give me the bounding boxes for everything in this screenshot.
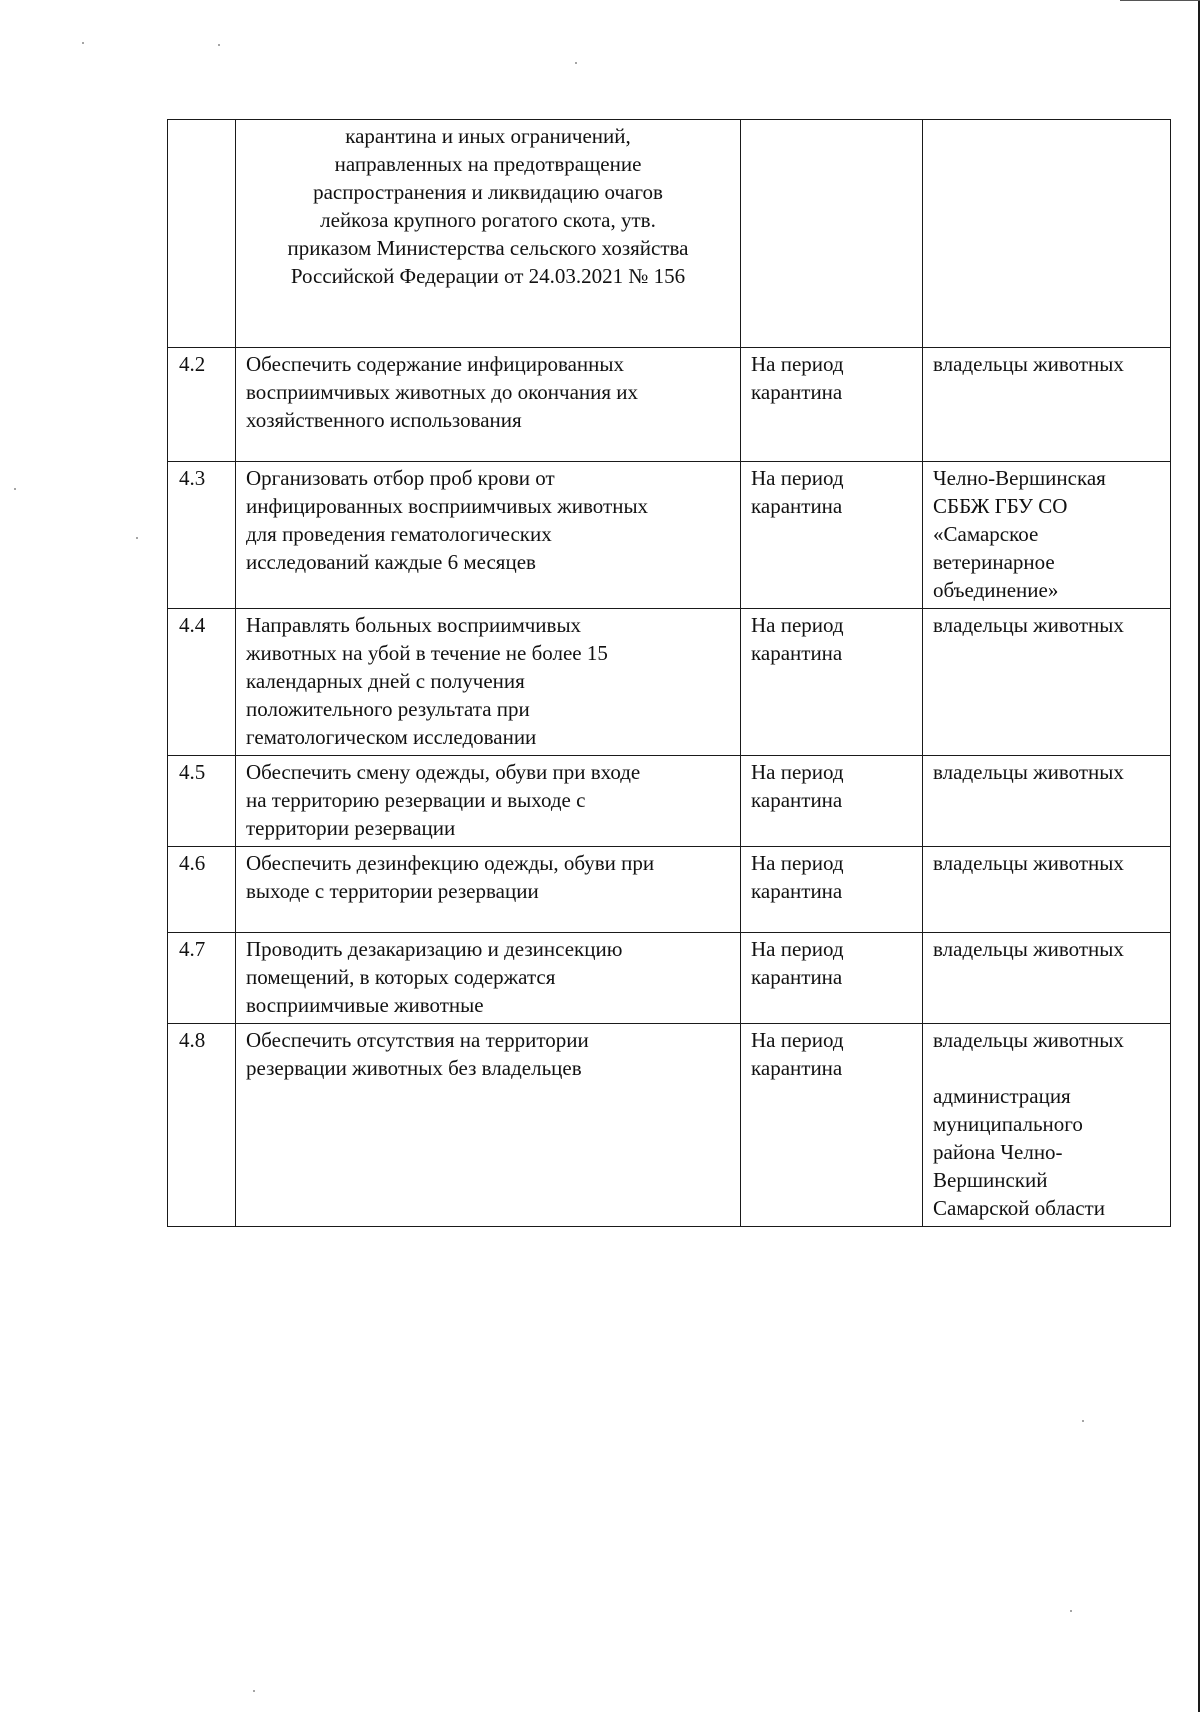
responsible-text: администрация <box>933 1084 1071 1108</box>
row-number: 4.3 <box>168 462 236 609</box>
responsible-text: СББЖ ГБУ СО <box>933 494 1068 518</box>
responsible-text: ветеринарное <box>933 550 1055 574</box>
responsible-text: владельцы животных <box>933 352 1124 376</box>
responsible-text: Челно-Вершинская <box>933 466 1106 490</box>
responsible-text: Самарской области <box>933 1196 1105 1220</box>
table-row-continuation <box>168 120 1171 348</box>
measure-text: Направлять больных восприимчивых <box>246 613 582 637</box>
measure-text: приказом Министерства сельского хозяйства <box>287 236 689 260</box>
term-text: карантина <box>751 788 843 812</box>
measure-text: Организовать отбор проб крови от <box>246 466 555 490</box>
table-row <box>168 847 1171 933</box>
term-cell <box>741 1024 923 1227</box>
responsible-text: Вершинский <box>933 1168 1048 1192</box>
table-row <box>168 348 1171 462</box>
measure-text: Обеспечить содержание инфицированных <box>246 352 625 376</box>
term-text: На период <box>751 1028 844 1052</box>
responsible-cell <box>923 609 1171 756</box>
measure-text: резервации животных без владельцев <box>246 1056 582 1080</box>
measure-text: для проведения гематологических <box>246 522 552 546</box>
responsible-text: владельцы животных <box>933 760 1124 784</box>
measure-text: Обеспечить отсутствия на территории <box>246 1028 589 1052</box>
term-text: карантина <box>751 641 843 665</box>
table-row <box>168 609 1171 756</box>
term-text: На период <box>751 613 844 637</box>
term-cell <box>741 609 923 756</box>
term-cell <box>741 120 923 348</box>
measure-cell <box>236 933 741 1024</box>
measure-text: карантина и иных ограничений, <box>345 124 631 148</box>
table-row <box>168 1024 1171 1227</box>
measure-cell <box>236 120 741 348</box>
responsible-cell <box>923 348 1171 462</box>
term-text: На период <box>751 760 844 784</box>
term-text: На период <box>751 352 844 376</box>
term-text: На период <box>751 466 844 490</box>
measure-text: гематологическом исследовании <box>246 725 537 749</box>
measure-text: хозяйственного использования <box>246 408 522 432</box>
responsible-text: муниципального <box>933 1112 1083 1136</box>
measure-cell <box>236 847 741 933</box>
term-text: На период <box>751 851 844 875</box>
measure-text: животных на убой в течение не более 15 <box>246 641 608 665</box>
measures-table <box>167 119 1171 1227</box>
term-text: карантина <box>751 879 843 903</box>
row-number: 4.8 <box>168 1024 236 1227</box>
measure-text: Российской Федерации от 24.03.2021 № 156 <box>290 264 686 288</box>
measure-cell <box>236 756 741 847</box>
measure-cell <box>236 1024 741 1227</box>
measure-text: положительного результата при <box>246 697 530 721</box>
scan-speck <box>1070 1610 1072 1612</box>
row-number: 4.2 <box>168 348 236 462</box>
scan-speck <box>575 62 577 64</box>
table-row <box>168 462 1171 609</box>
table-row <box>168 756 1171 847</box>
responsible-cell <box>923 120 1171 348</box>
term-text: карантина <box>751 965 843 989</box>
term-text: карантина <box>751 494 843 518</box>
scan-speck <box>1082 1420 1084 1422</box>
measure-text: восприимчивые животные <box>246 993 484 1017</box>
row-number: 4.6 <box>168 847 236 933</box>
measure-text: исследований каждые 6 месяцев <box>246 550 536 574</box>
term-text: На период <box>751 937 844 961</box>
table-row <box>168 933 1171 1024</box>
row-number: 4.4 <box>168 609 236 756</box>
measure-text: на территорию резервации и выходе с <box>246 788 586 812</box>
measure-text: помещений, в которых содержатся <box>246 965 556 989</box>
measure-cell <box>236 462 741 609</box>
term-cell <box>741 348 923 462</box>
row-number-cell <box>168 120 236 348</box>
measure-text: инфицированных восприимчивых животных <box>246 494 649 518</box>
term-cell <box>741 756 923 847</box>
responsible-text: владельцы животных <box>933 613 1124 637</box>
responsible-cell <box>923 847 1171 933</box>
measure-text: направленных на предотвращение <box>334 152 642 176</box>
term-text: карантина <box>751 380 843 404</box>
responsible-text: «Самарское <box>933 522 1039 546</box>
scan-speck <box>253 1690 255 1692</box>
measure-text: выходе с территории резервации <box>246 879 539 903</box>
responsible-text: объединение» <box>933 578 1059 602</box>
responsible-text: владельцы животных <box>933 851 1124 875</box>
responsible-cell <box>923 462 1171 609</box>
measure-text: Обеспечить смену одежды, обуви при входе <box>246 760 641 784</box>
scan-speck <box>218 44 220 46</box>
term-cell <box>741 462 923 609</box>
responsible-cell <box>923 933 1171 1024</box>
term-cell <box>741 933 923 1024</box>
responsible-text: владельцы животных <box>933 1028 1124 1052</box>
spacer <box>933 1054 1160 1082</box>
measure-text: распространения и ликвидацию очагов <box>313 180 663 204</box>
row-number: 4.7 <box>168 933 236 1024</box>
measure-cell <box>236 348 741 462</box>
measure-text: календарных дней с получения <box>246 669 525 693</box>
term-cell <box>741 847 923 933</box>
measure-text: территории резервации <box>246 816 456 840</box>
measure-text: лейкоза крупного рогатого скота, утв. <box>320 208 656 232</box>
measure-cell <box>236 609 741 756</box>
measure-text: Проводить дезакаризацию и дезинсекцию <box>246 937 623 961</box>
responsible-text: владельцы животных <box>933 937 1124 961</box>
term-text: карантина <box>751 1056 843 1080</box>
scan-speck <box>14 488 16 490</box>
row-number: 4.5 <box>168 756 236 847</box>
scan-speck <box>136 537 138 539</box>
responsible-cell <box>923 1024 1171 1227</box>
measure-text: Обеспечить дезинфекцию одежды, обуви при <box>246 851 655 875</box>
page-edge-top <box>1120 0 1200 1</box>
measure-text: восприимчивых животных до окончания их <box>246 380 639 404</box>
scan-speck <box>82 42 84 44</box>
responsible-text: района Челно- <box>933 1140 1063 1164</box>
responsible-cell <box>923 756 1171 847</box>
